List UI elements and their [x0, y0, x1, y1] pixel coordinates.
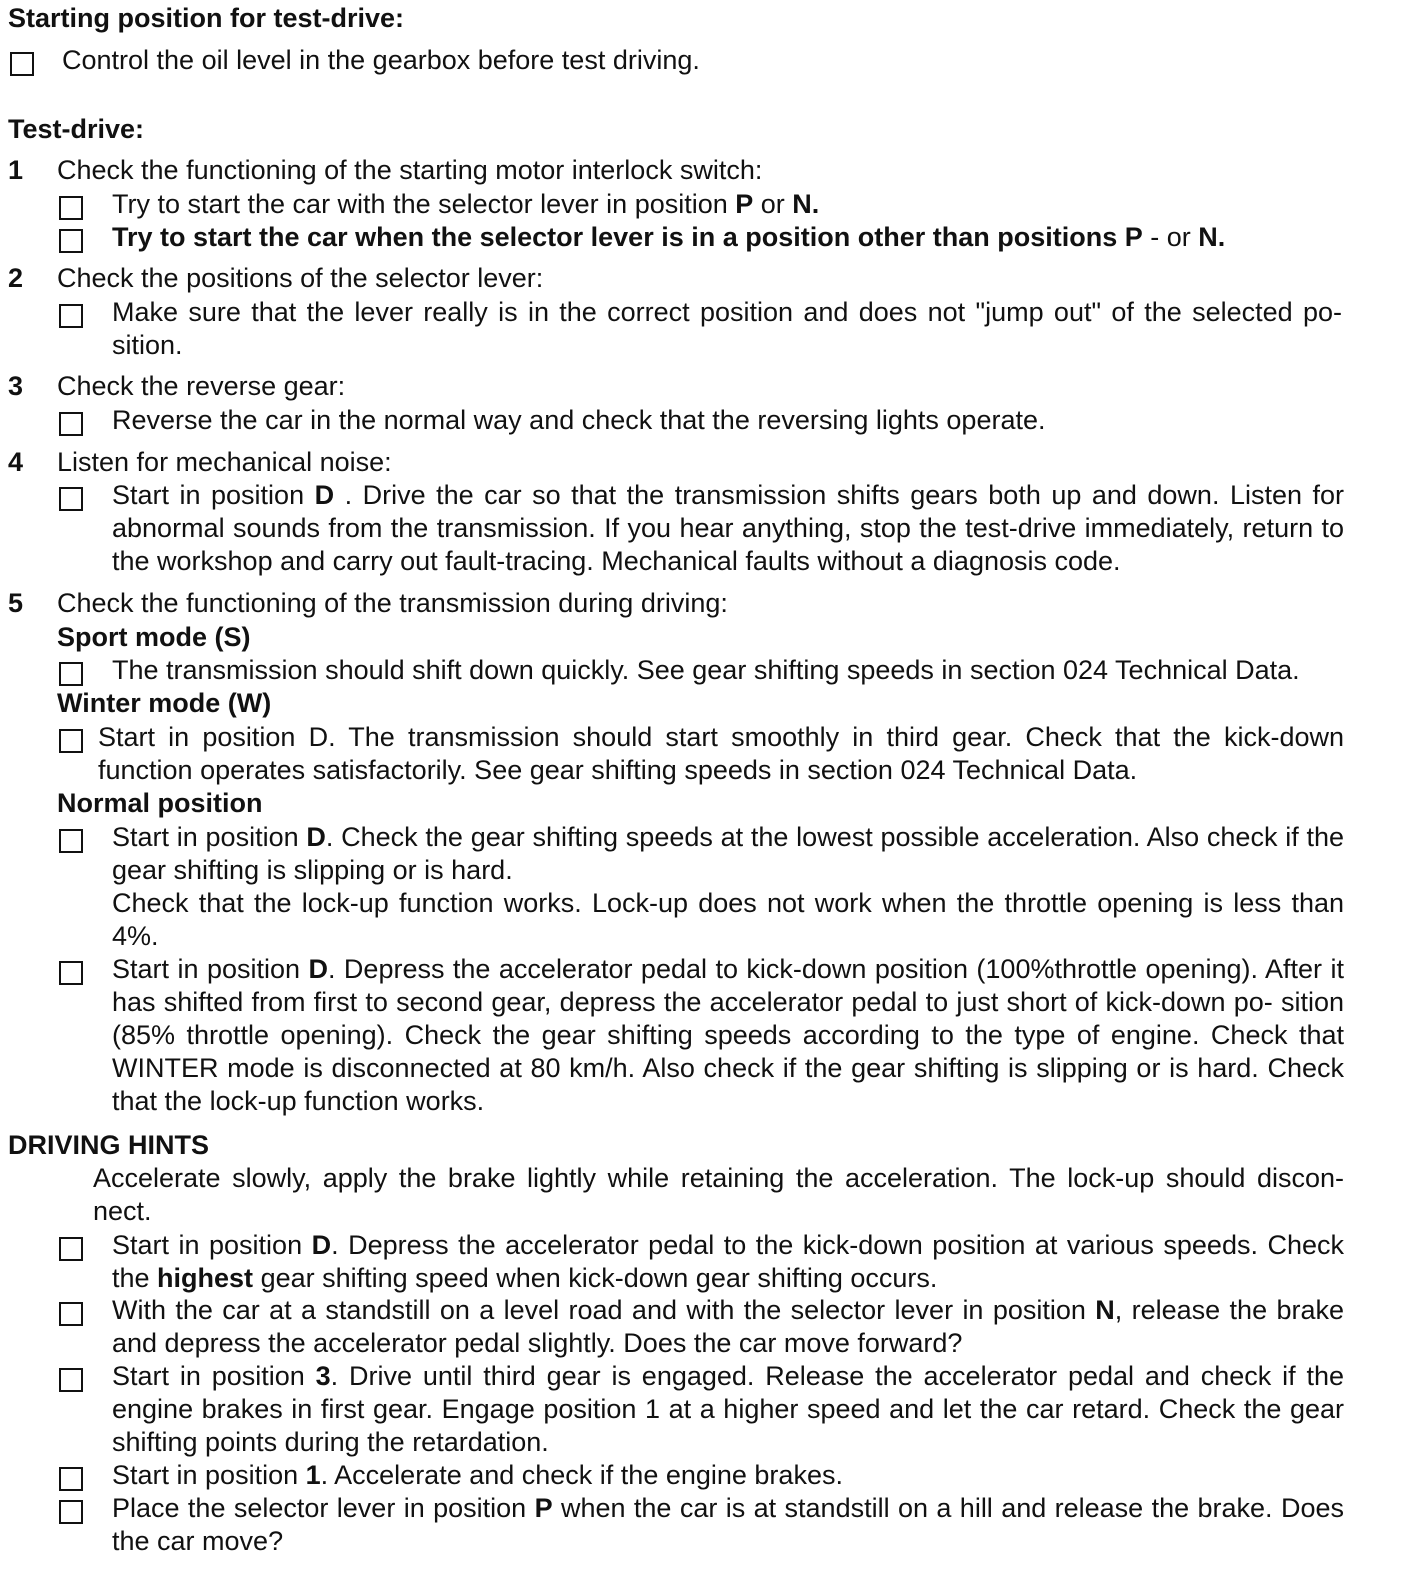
step-4-title: Listen for mechanical noise: — [57, 447, 392, 477]
checkbox-sport-mode[interactable] — [59, 662, 83, 686]
item-mechanical-noise: Start in position D . Drive the car so that the transmission shifts gears both up and down. Listen for abnormal sounds from the transmission. If you hear anything, stop the test-drive immediately, return to the workshop and carry out fault-tracing. Mechanical faults without a diagnosis code. — [112, 480, 1344, 576]
step-number-4: 4 — [8, 447, 24, 477]
step-number-2: 2 — [8, 263, 24, 293]
checkbox-start-other-position[interactable] — [59, 229, 83, 253]
item-normal-low-acceleration: Start in position D. Check the gear shifting speeds at the lowest possible acceleration. Also check if the gear shifting is slipping or is hard. — [112, 822, 1344, 885]
item-start-other-position: Try to start the car when the selector lever is in a position other than positions P - or N. — [112, 222, 1226, 252]
checkbox-standstill-neutral[interactable] — [59, 1302, 83, 1326]
item-reverse-gear: Reverse the car in the normal way and check that the reversing lights operate. — [112, 405, 1046, 435]
step-number-1: 1 — [8, 155, 24, 185]
item-winter-mode: Start in position D. The transmission should start smoothly in third gear. Check that the kick-down function operates satisfactorily. See gear shifting speeds in section 024 Technical Data. — [98, 722, 1344, 785]
checkbox-position-3-engine-brake[interactable] — [59, 1368, 83, 1392]
driving-hints-intro: Accelerate slowly, apply the brake lightly while retaining the acceleration. The lock-up should discon- nect. — [93, 1163, 1344, 1226]
item-lock-up-check: Check that the lock-up function works. Lock-up does not work when the throttle opening is less than 4%. — [112, 888, 1344, 951]
item-standstill-neutral: With the car at a standstill on a level road and with the selector lever in position N, release the brake and depress the accelerator pedal slightly. Does the car move forward? — [112, 1295, 1345, 1358]
item-position-1-engine-brake: Start in position 1. Accelerate and check if the engine brakes. — [112, 1460, 843, 1490]
step-number-5: 5 — [8, 588, 24, 618]
starting-position-heading: Starting position for test-drive: — [8, 3, 405, 33]
checkbox-park-on-hill[interactable] — [59, 1500, 83, 1524]
checkbox-highest-shift-speed[interactable] — [59, 1237, 83, 1261]
item-sport-mode: The transmission should shift down quickly. See gear shifting speeds in section 024 Technical Data. — [112, 655, 1300, 685]
item-oil-level: Control the oil level in the gearbox before test driving. — [62, 45, 700, 75]
checkbox-reverse-gear[interactable] — [59, 412, 83, 436]
test-drive-heading: Test-drive: — [8, 114, 145, 144]
item-lever-position: Make sure that the lever really is in the correct position and does not "jump out" of the selected po- sition. — [112, 297, 1342, 360]
checkbox-mechanical-noise[interactable] — [59, 487, 83, 511]
item-park-on-hill: Place the selector lever in position P when the car is at standstill on a hill and release the brake. Does the car move? — [112, 1493, 1344, 1556]
checkbox-position-1-engine-brake[interactable] — [59, 1467, 83, 1491]
checkbox-winter-mode[interactable] — [59, 729, 83, 753]
item-kick-down: Start in position D. Depress the accelerator pedal to kick-down position (100%throttle opening). After it has shifted from first to second gear, depress the accelerator pedal to just short of kick-down po- sition (85% throttle opening). Check the gear shifting speeds according to the type of engine. Check that WINTER mode is disconnected at 80 km/h. Also check if the gear shifting is slipping or is hard. Check that the lock-up function works. — [112, 954, 1344, 1116]
checkbox-kick-down[interactable] — [59, 961, 83, 985]
winter-mode-label: Winter mode (W) — [57, 688, 272, 718]
checkbox-oil-level[interactable] — [10, 52, 34, 76]
step-3-title: Check the reverse gear: — [57, 371, 346, 401]
sport-mode-label: Sport mode (S) — [57, 622, 251, 652]
step-5-title: Check the functioning of the transmission during driving: — [57, 588, 728, 618]
driving-hints-heading: DRIVING HINTS — [8, 1130, 210, 1160]
step-1-title: Check the functioning of the starting motor interlock switch: — [57, 155, 763, 185]
checkbox-lever-position[interactable] — [59, 304, 83, 328]
item-position-3-engine-brake: Start in position 3. Drive until third gear is engaged. Release the accelerator pedal and check if the engine brakes in first gear. Engage position 1 at a higher speed and let the car retard. Check the gear shifting points during the retardation. — [112, 1361, 1344, 1457]
normal-position-label: Normal position — [57, 788, 263, 818]
step-2-title: Check the positions of the selector lever: — [57, 263, 544, 293]
item-highest-shift-speed: Start in position D. Depress the accelerator pedal to the kick-down position at various speeds. Check the highest gear shifting speed when kick-down gear shifting occurs. — [112, 1230, 1344, 1293]
checkbox-normal-low-acceleration[interactable] — [59, 829, 83, 853]
step-number-3: 3 — [8, 371, 24, 401]
item-start-p-or-n: Try to start the car with the selector lever in position P or N. — [112, 189, 820, 219]
checkbox-start-p-or-n[interactable] — [59, 196, 83, 220]
